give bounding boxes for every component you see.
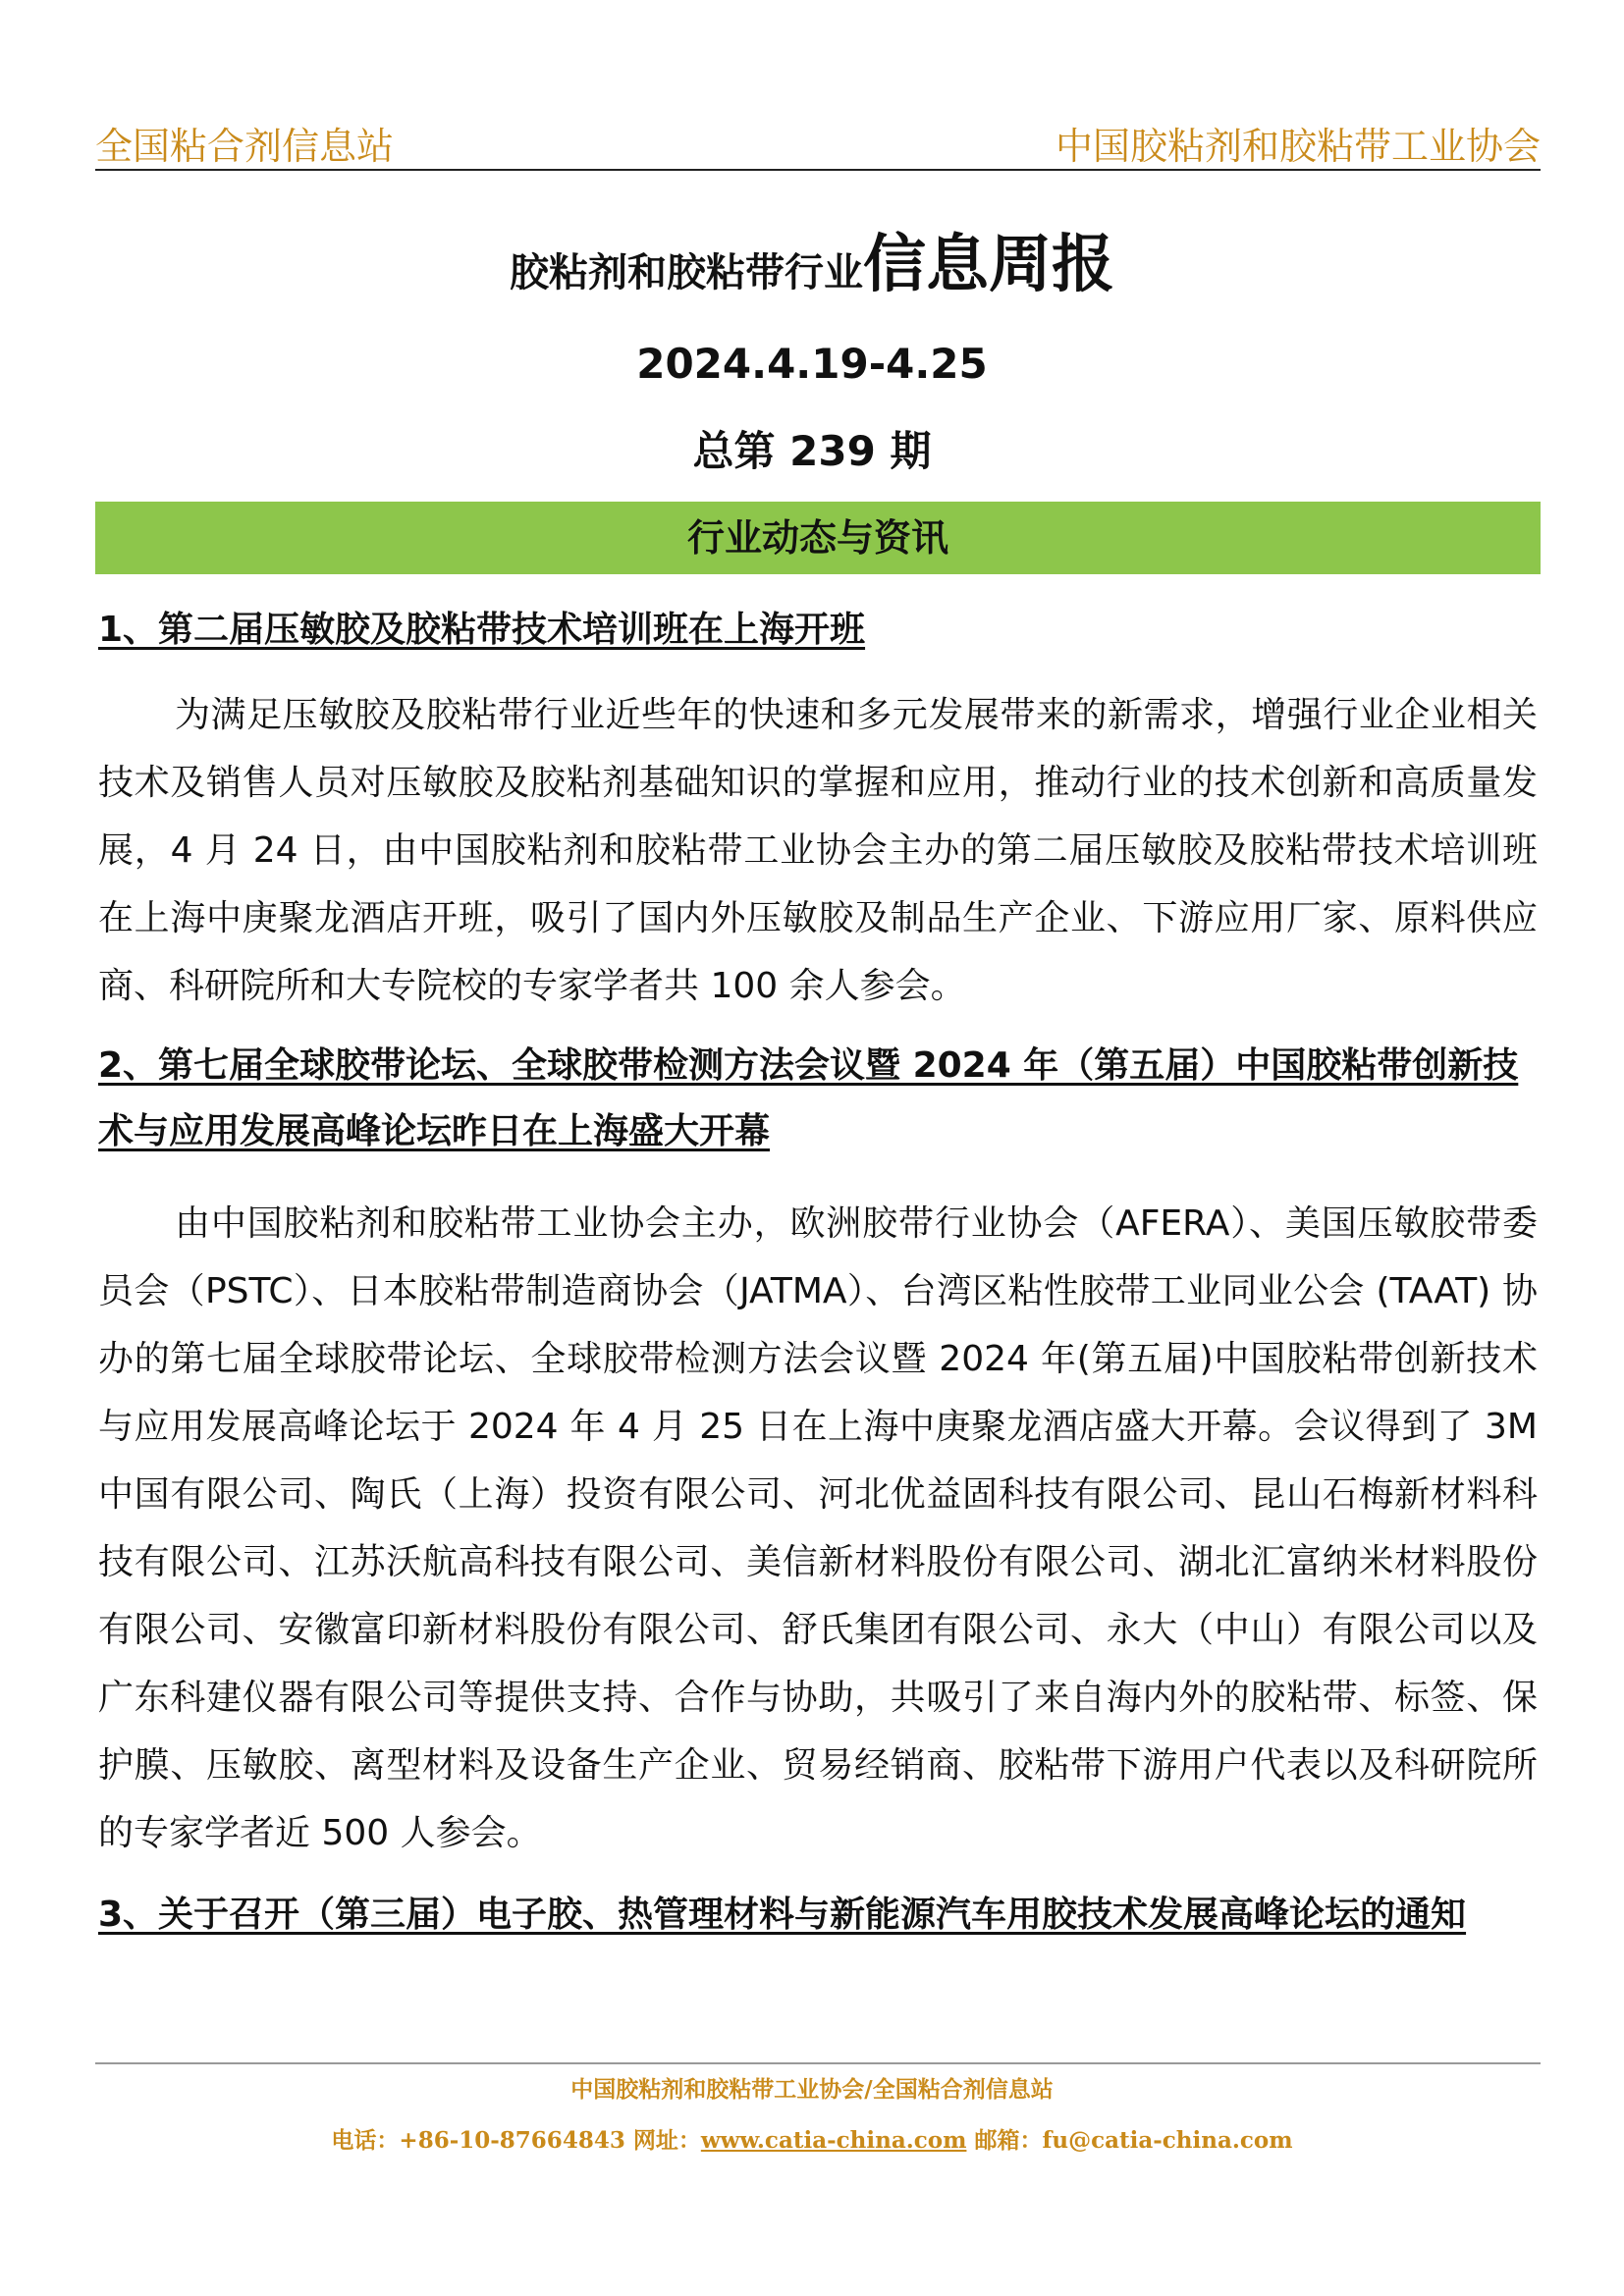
footer-phone: 电话：+86-10-87664843 网址： (331, 2127, 701, 2154)
footer-organization: 中国胶粘剂和胶粘带工业协会/全国粘合剂信息站 (570, 2076, 1054, 2103)
page-header (95, 110, 1541, 171)
footer-divider (95, 2062, 1541, 2064)
email-address[interactable]: fu@catia-china.com (1042, 2127, 1293, 2154)
header-association-name: 中国胶粘剂和胶粘带工业协会 (1055, 125, 1541, 168)
header-site-name: 全国粘合剂信息站 (95, 125, 395, 168)
issue-number: 总第 239 期 (692, 427, 932, 475)
title-main: 信息周报 (863, 229, 1114, 301)
article-heading-2: 2、第七届全球胶带论坛、全球胶带检测方法会议暨 2024 年（第五届）中国胶粘带创新技术与应用发展高峰论坛昨日在上海盛大开幕 (98, 1045, 1519, 1151)
page-title (0, 214, 1624, 304)
title-prefix: 胶粘剂和胶粘带行业 (510, 250, 863, 295)
date-range: 2024.4.19-4.25 (636, 340, 988, 388)
footer-email-label: 邮箱： (966, 2127, 1043, 2154)
article-body-2: 由中国胶粘剂和胶粘带工业协会主办，欧洲胶带行业协会（AFERA）、美国压敏胶带委员会（PSTC）、日本胶粘带制造商协会（JATMA）、台湾区粘性胶带工业同业公会 (TAAT) 协办的第七届全球胶带论坛、全球胶带检测方法会议暨 2024 年(第五届)中国胶粘带创新技术与应用发展高峰论坛于 2024 年 4 月 25 日在上海中庚聚龙酒店盛大开幕。会议得到了 3M 中国有限公司、陶氏（上海）投资有限公司、河北优益固科技有限公司、昆山石梅新材料科技有限公司、江苏沃航高科技有限公司、美信新材料股份有限公司、湖北汇富纳米材料股份有限公司、安徽富印新材料股份有限公司、舒氏集团有限公司、永大（中山）有限公司以及广东科建仪器有限公司等提供支持、合作与协助，共吸引了来自海内外的胶粘带、标签、保护膜、压敏胶、离型材料及设备生产企业、贸易经销商、胶粘带下游用户代表以及科研院所的专家学者近 500 人参会。 (98, 1203, 1538, 1853)
article-body-1: 为满足压敏胶及胶粘带行业近些年的快速和多元发展带来的新需求，增强行业企业相关技术及销售人员对压敏胶及胶粘剂基础知识的掌握和应用，推动行业的技术创新和高质量发展，4 月 24 日，由中国胶粘剂和胶粘带工业协会主办的第二届压敏胶及胶粘带技术培训班在上海中庚聚龙酒店开班，吸引了国内外压敏胶及制品生产企业、下游应用厂家、原料供应商、科研院所和大专院校的专家学者共 100 余人参会。 (98, 695, 1538, 1006)
footer-contact (0, 2122, 1624, 2155)
article-heading-1: 1、第二届压敏胶及胶粘带技术培训班在上海开班 (98, 610, 866, 650)
section-banner: 行业动态与资讯 (95, 502, 1541, 574)
article-heading-3: 3、关于召开（第三届）电子胶、热管理材料与新能源汽车用胶技术发展高峰论坛的通知 (98, 1895, 1467, 1935)
website-link[interactable]: www.catia-china.com (700, 2127, 967, 2154)
